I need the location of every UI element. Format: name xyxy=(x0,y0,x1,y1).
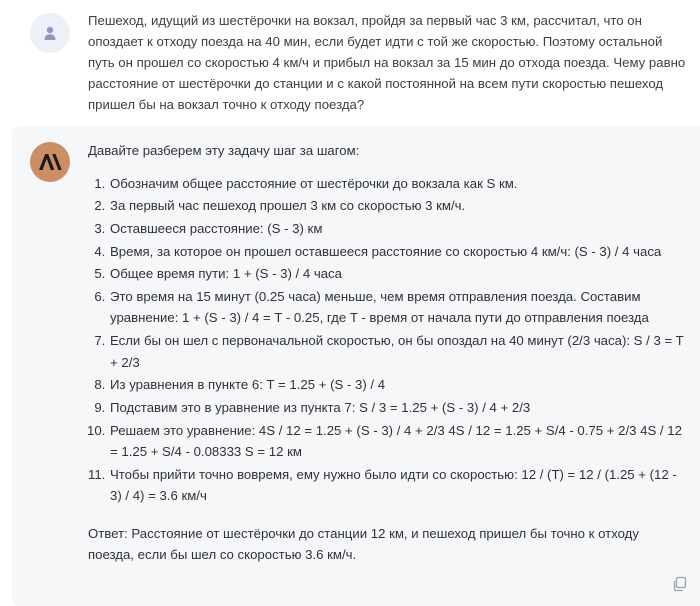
step-item: 7. Если бы он шел с первоначальной скоростью, он бы опоздал на 40 минут (2/3 часа): S / 3 = T + 2/3 xyxy=(109,330,688,373)
anthropic-logo-icon xyxy=(37,153,63,171)
assistant-message-content xyxy=(88,140,688,566)
assistant-message xyxy=(12,126,700,606)
user-message-text: Пешеход, идущий из шестёрочки на вокзал, пройдя за первый час 3 км, рассчитал, что он опоздает к отходу поезда на 40 мин, если будет идти с той же скоростью. Поэтому остальной путь он прошел со скоростью 4 км/ч и прибыл на вокзал за 15 мин до отхода поезда. Чему равно расстояние от шестёрочки до станции и с какой постоянной на всем пути скоростью пешеход пришел бы на вокзал точно к отходу поезда? xyxy=(88,13,686,112)
copy-button[interactable] xyxy=(672,576,688,592)
solution-steps xyxy=(88,173,688,507)
assistant-intro: Давайте разберем эту задачу шаг за шагом: xyxy=(88,143,360,158)
step-item: 3. Оставшееся расстояние: (S - 3) км xyxy=(109,218,688,240)
ai-avatar xyxy=(30,142,70,182)
step-item: 1. Обозначим общее расстояние от шестёрочки до вокзала как S км. xyxy=(109,173,688,195)
step-item: 4. Время, за которое он прошел оставшееся расстояние со скоростью 4 км/ч: (S - 3) / 4 часа xyxy=(109,241,688,263)
step-item: 8. Из уравнения в пункте 6: T = 1.25 + (S - 3) / 4 xyxy=(109,374,688,396)
user-avatar xyxy=(30,13,70,53)
final-answer: Ответ: Расстояние от шестёрочки до станции 12 км, и пешеход пришел бы точно к отходу поезда, если бы шел со скоростью 3.6 км/ч. xyxy=(88,525,639,563)
step-item: 9. Подставим это в уравнение из пункта 7: S / 3 = 1.25 + (S - 3) / 4 + 2/3 xyxy=(109,397,688,419)
copy-icon xyxy=(672,576,688,592)
user-message xyxy=(0,0,700,122)
step-item: 6. Это время на 15 минут (0.25 часа) меньше, чем время отправления поезда. Составим уравнение: 1 + (S - 3) / 4 = T - 0.25, где T - время от начала пути до отправления поезда xyxy=(109,286,688,329)
user-avatar-icon xyxy=(43,25,57,41)
step-item: 10. Решаем это уравнение: 4S / 12 = 1.25 + (S - 3) / 4 + 2/3 4S / 12 = 1.25 + S/4 - 0.75 + 2/3 4S / 12 = 1.25 + S/4 - 0.08333 S = 12 км xyxy=(109,420,688,463)
step-item: 5. Общее время пути: 1 + (S - 3) / 4 часа xyxy=(109,263,688,285)
step-item: 11. Чтобы прийти точно вовремя, ему нужно было идти со скоростью: 12 / (T) = 12 / (1.25 + (12 - 3) / 4) = 3.6 км/ч xyxy=(109,464,688,507)
step-item: 2. За первый час пешеход прошел 3 км со скоростью 3 км/ч. xyxy=(109,195,688,217)
